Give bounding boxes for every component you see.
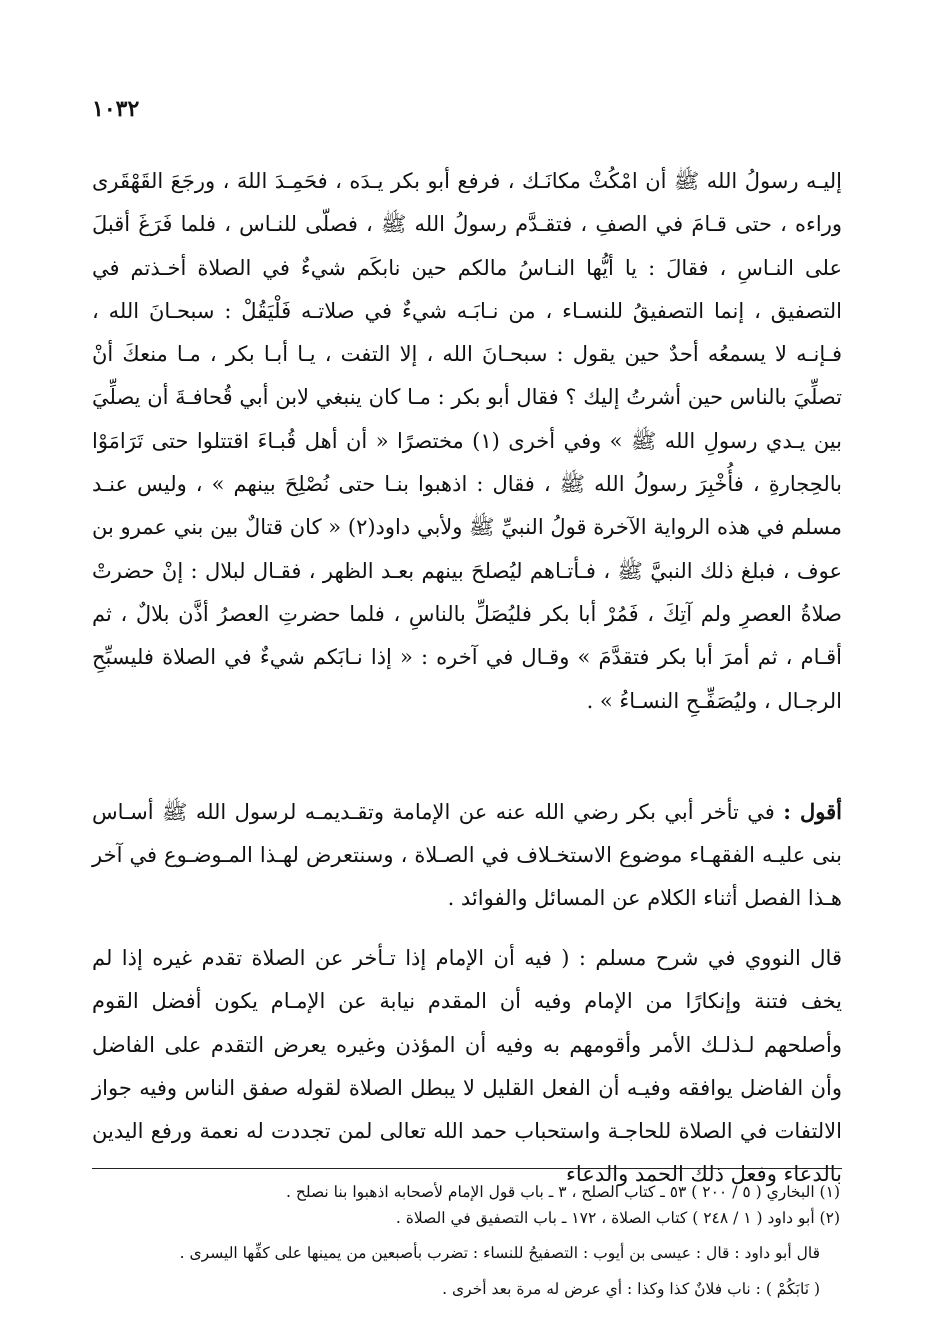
footnote-2-note: قال أبو داود : قال : عيسى بن أيوب : التصفيحُ للنساء : تضرب بأصبعين من يمينها على كفِّها اليسرى . [179,1244,820,1262]
paragraph-text: قال النووي في شرح مسلم : ( فيه أن الإمام إذا تـأخر عن الصلاة تقدم غيره إذا لم يخف فتنة وإنكارًا من الإمام وفيه أن المقدم نيابة عن الإمـام يكون أفضل القوم وأصلحهم لـذلـك الأمر وأقومهم به وفيه أن المؤذن وغيره يعرض التقدم على الفاضل وأن الفاضل يوافقه وفيـه أن الفعل القليل لا يبطل الصلاة لقوله صفق الناس وفيه جواز الالتفات في الصلاة للحاجـة واستحباب حمد الله تعالى لمن تجددت له نعمة ورفع اليدين بالدعاء وفعل ذلك الحمد والدعاء [92,946,842,1187]
footnotes [140,1180,840,1302]
body-paragraph-1 [92,160,842,723]
paragraph-text [92,790,842,920]
footnote-1: (١) البخاري ( ٥ / ٢٠٠ ) ٥٣ ـ كتاب الصلح ، ٣ ـ باب قول الإمام لأصحابه اذهبوا بنا نصلح . [286,1183,840,1201]
body-paragraph-2 [92,790,842,920]
paragraph-lead-word: أقول : [783,799,843,824]
paragraph-text: إليـه رسولُ الله ﷺ أن امْكُثْ مكانَـك ، فرفع أبو بكر يـدَه ، فحَمِـدَ اللهَ ، ورجَعَ القَهْقَرى وراءه ، حتى قـامَ في الصفِ ، فتقـدَّم رسولُ الله ﷺ ، فصلّى للنـاس ، فلما فَرَغَ أقبلَ على النـاسِ ، فقالَ : يا أيُّها النـاسُ مالكم حين نابكَم شيءٌ في الصلاة أخـذتم في التصفيق ، إنما التصفيقُ للنسـاء ، من نـابَـه شيءٌ في صلاتـه فَلْيَقُلْ : سبحـانَ الله ، فـإنـه لا يسمعُه أحدٌ حين يقول : سبحـانَ الله ، إلا التفت ، يـا أبـا بكر ، مـا منعكَ أنْ تصلِّيَ بالناس حين أشرتُ إليك ؟ فقال أبو بكر : مـا كان ينبغي لابن أبي قُحافـةَ أن يصلِّيَ بين يـدي رسولِ الله ﷺ » وفي أخرى (١) مختصرًا « أن أهل قُبـاءَ اقتتلوا حتى تَرَامَوْا بالحِجارةِ ، فأُخْبِرَ رسولُ الله ﷺ ، فقال : اذهبوا بنـا حتى نُصْلِحَ بينهم » ، وليس عنـد مسلم في هذه الرواية الآخرة قولُ النبيِّ ﷺ ولأبي داود(٢) « كان قتالٌ بين بني عمرو بن عوف ، فبلغ ذلك النبيَّ ﷺ ، فـأتـاهم ليُصلحَ بينهم بعـد الظهر ، فقـال لبلال : إنْ حضرتْ صلاةُ العصرِ ولم آتِكَ ، فَمُرْ أبا بكر فليُصَلِّ بالناسِ ، فلما حضرتِ العصرُ أذَّن بلالٌ ، ثم أقـام ، ثم أمرَ أبا بكر فتقدَّمَ » وقـال في آخره : « إذا نـابَكم شيءٌ في الصلاة فليسبِّحِ الرجـال ، وليُصَفِّـحِ النسـاءُ » . [92,169,843,713]
footnote-divider [92,1168,842,1169]
footnote-gloss: ( نَابَكُمْ ) : ناب فلانٌ كذا وكذا : أي عرض له مرة بعد أخرى . [442,1279,820,1298]
paragraph-body: في تأخر أبي بكر رضي الله عنه عن الإمامة وتقـديمـه لرسول الله ﷺ أسـاس بنى عليـه الفقهـاء موضوع الاستخـلاف في الصـلاة ، وسنتعرض لهـذا المـوضـوع في آخر هـذا الفصل أثناء الكلام عن المسائل والفوائد . [92,800,842,910]
page-number: ١٠٣٢ [92,96,140,122]
body-paragraph-3 [92,937,842,1197]
footnote-2: (٢) أبو داود ( ١ / ٢٤٨ ) كتاب الصلاة ، ١٧٢ ـ باب التصفيق في الصلاة . [395,1208,840,1227]
